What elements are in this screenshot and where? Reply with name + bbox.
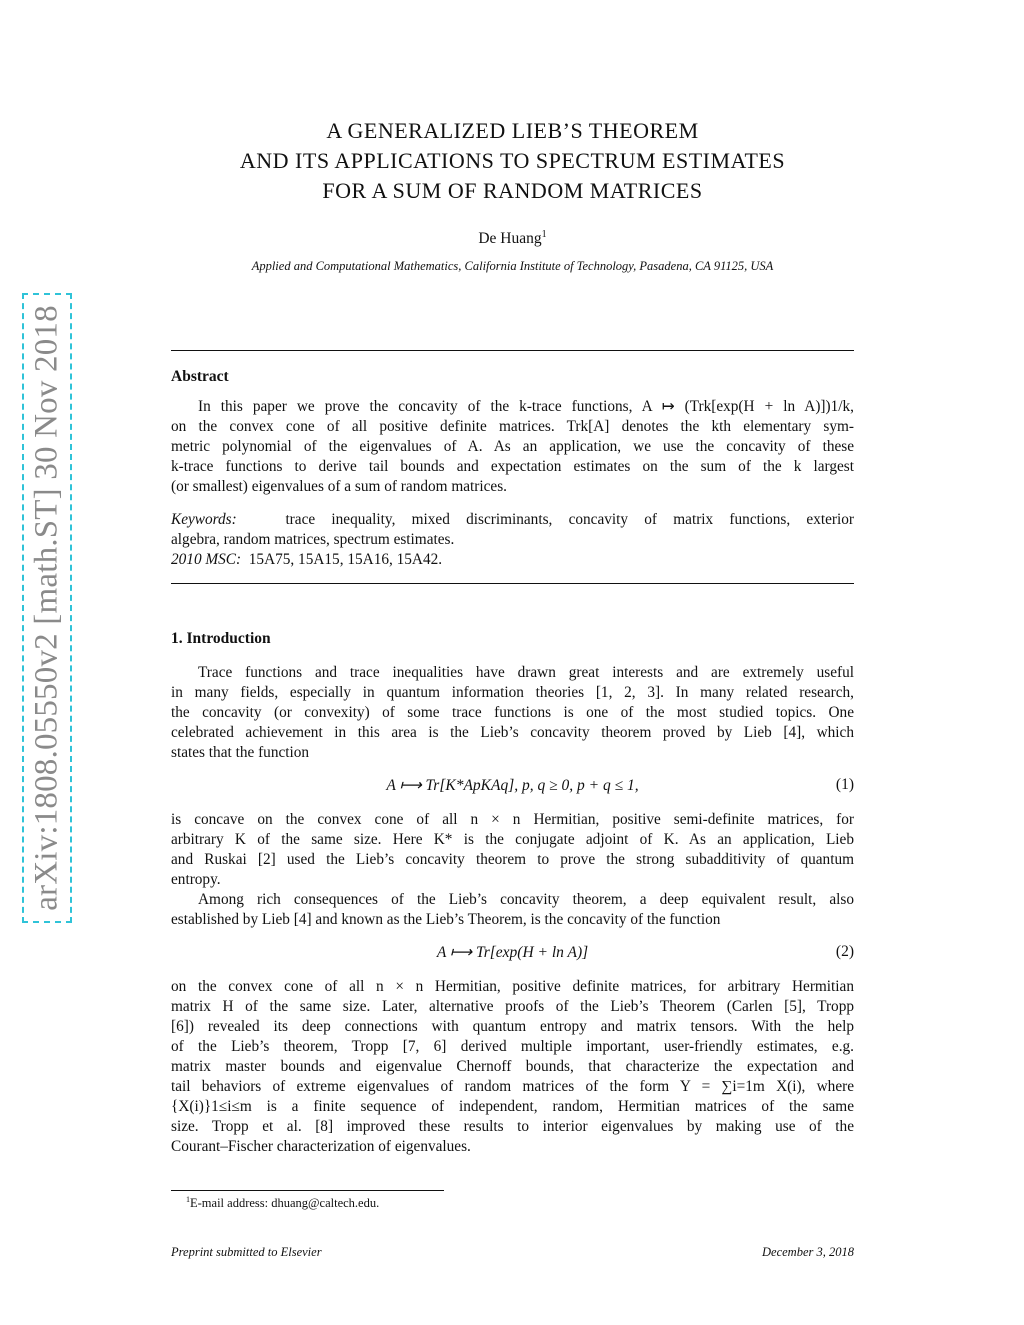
- text-line: arbitrary K of the same size. Here K* is the conjugate adjoint of K. As an application, Lieb: [171, 831, 854, 848]
- intro-paragraph-4: [171, 977, 854, 1157]
- author: [171, 229, 854, 248]
- text-line: Trace functions and trace inequalities have drawn great interests and are extremely useful: [198, 664, 854, 681]
- abstract-top-rule: [171, 350, 854, 351]
- text-line: and Ruskai [2] used the Lieb’s concavity theorem to prove the strong subadditivity of quantum: [171, 851, 854, 868]
- msc-label: 2010 MSC:: [171, 551, 242, 568]
- text-line: the concavity (or convexity) of some trace functions is one of the most studied topics. One: [171, 704, 854, 721]
- intro-paragraph-2: [171, 810, 854, 890]
- text-line: entropy.: [171, 871, 221, 888]
- equation-2-body: A ⟼ Tr[exp(H + ln A)]: [436, 944, 589, 961]
- text-line: [6]) revealed its deep connections with quantum entropy and matrix tensors. With the help: [171, 1018, 854, 1035]
- author-footnote-mark[interactable]: 1: [541, 229, 547, 240]
- footer-preprint: Preprint submitted to Elsevier: [171, 1245, 322, 1259]
- msc-line: [171, 550, 854, 570]
- text-line: matrix H of the same size. Later, alternative proofs of the Lieb’s Theorem (Carlen [5], Tropp: [171, 998, 854, 1015]
- keywords-text: trace inequality, mixed discriminants, concavity of matrix functions, exterior: [285, 511, 854, 528]
- intro-paragraph-1: [171, 663, 854, 763]
- msc-value: 15A75, 15A15, 15A16, 15A42.: [248, 551, 443, 568]
- arxiv-stamp[interactable]: [22, 293, 72, 923]
- footnote: [186, 1195, 379, 1211]
- title-line: AND ITS APPLICATIONS TO SPECTRUM ESTIMATES: [239, 148, 786, 173]
- keywords-label: Keywords:: [171, 511, 237, 528]
- abstract-body: [171, 397, 854, 497]
- abstract-line: k-trace functions to derive tail bounds and expectation estimates on the sum of the k largest: [171, 458, 854, 475]
- abstract-line: In this paper we prove the concavity of the k-trace functions, A ↦ (Trk[exp(H + ln A)])1/k,: [198, 398, 854, 415]
- text-line: matrix master bounds and eigenvalue Chernoff bounds, that characterize the expectation and: [171, 1058, 854, 1075]
- equation-2-number: (2): [835, 943, 854, 960]
- text-line: celebrated achievement in this area is the Lieb’s concavity theorem proved by Lieb [4], which: [171, 724, 854, 741]
- text-line: Courant–Fischer characterization of eigenvalues.: [171, 1138, 471, 1155]
- intro-paragraph-3: [171, 890, 854, 930]
- text-line: on the convex cone of all n × n Hermitian, positive definite matrices, for arbitrary Hermitian: [171, 978, 854, 995]
- affiliation: Applied and Computational Mathematics, California Institute of Technology, Pasadena, CA 91125, USA: [251, 259, 774, 273]
- author-name: De Huang: [478, 230, 542, 248]
- abstract-bottom-rule: [171, 583, 854, 584]
- keywords-line: algebra, random matrices, spectrum estimates.: [171, 531, 455, 548]
- title-line: FOR A SUM OF RANDOM MATRICES: [322, 178, 703, 203]
- text-line: tail behaviors of extreme eigenvalues of random matrices of the form Y = ∑i=1m X(i), where: [171, 1078, 854, 1095]
- abstract-line: on the convex cone of all positive definite matrices. Trk[A] denotes the kth elementary sym-: [171, 418, 854, 435]
- arxiv-id[interactable]: arXiv:1808.05550v2 [math.ST] 30 Nov 2018: [28, 305, 65, 911]
- footer-date: December 3, 2018: [762, 1245, 854, 1259]
- text-line: in many fields, especially in quantum information theories [1, 2, 3]. In many related research,: [171, 684, 854, 701]
- text-line: established by Lieb [4] and known as the Lieb’s Theorem, is the concavity of the function: [171, 911, 721, 928]
- footnote-mark: 1: [186, 1195, 190, 1204]
- intro-heading: 1. Introduction: [171, 630, 271, 647]
- footnote-rule: [171, 1190, 444, 1191]
- text-line: is concave on the convex cone of all n × n Hermitian, positive semi-definite matrices, for: [171, 811, 854, 828]
- text-line: of the Lieb’s theorem, Tropp [7, 6] derived multiple important, user-friendly estimates, e.g.: [171, 1038, 854, 1055]
- text-line: size. Tropp et al. [8] improved these results to interior eigenvalues by making use of the: [171, 1118, 854, 1135]
- keywords-block: [171, 510, 854, 570]
- text-line: Among rich consequences of the Lieb’s concavity theorem, a deep equivalent result, also: [198, 891, 854, 908]
- equation-1-body: A ⟼ Tr[K*ApKAq], p, q ≥ 0, p + q ≤ 1,: [386, 777, 639, 794]
- abstract-heading: Abstract: [171, 368, 229, 385]
- keywords-line: [171, 510, 854, 530]
- abstract-line: metric polynomial of the eigenvalues of A. As an application, we use the concavity of these: [171, 438, 854, 455]
- title-line: A GENERALIZED LIEB’S THEOREM: [326, 118, 699, 143]
- footnote-text: E-mail address: dhuang@caltech.edu.: [190, 1196, 380, 1211]
- equation-1-number: (1): [835, 776, 854, 793]
- text-line: states that the function: [171, 744, 310, 761]
- paper-title: [171, 116, 854, 206]
- abstract-line: (or smallest) eigenvalues of a sum of random matrices.: [171, 478, 508, 495]
- text-line: {X(i)}1≤i≤m is a finite sequence of independent, random, Hermitian matrices of the same: [171, 1098, 854, 1115]
